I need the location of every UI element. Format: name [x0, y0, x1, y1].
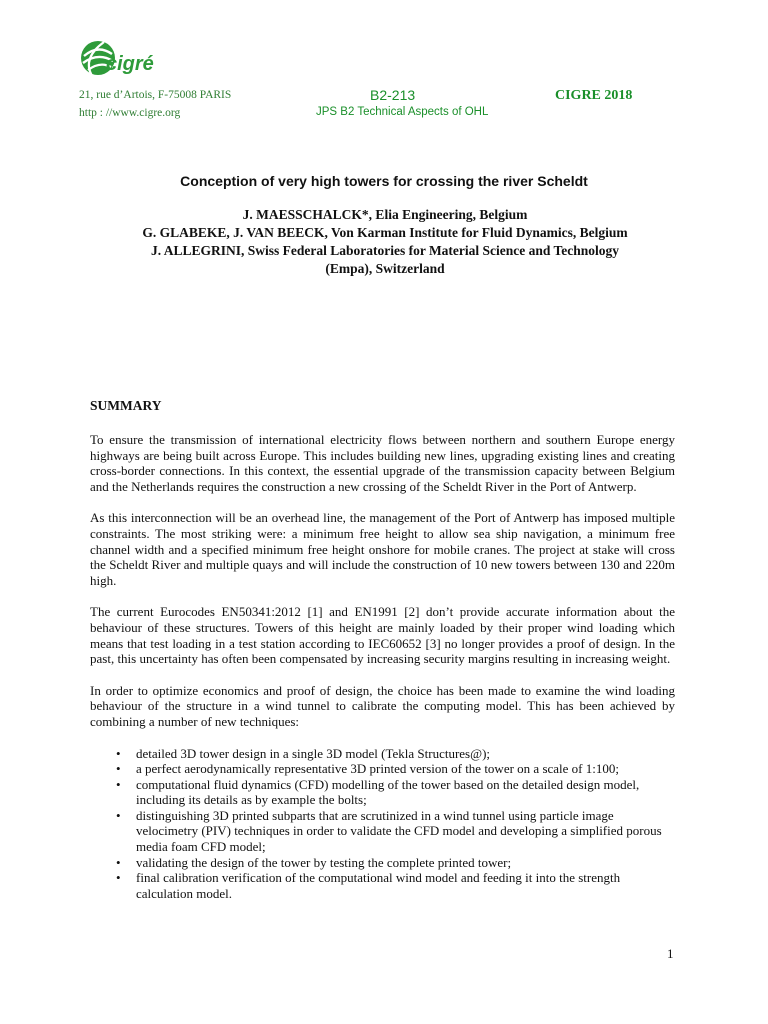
- page-number: 1: [667, 946, 674, 961]
- session-name: JPS B2 Technical Aspects of OHL: [316, 106, 489, 118]
- list-item: • detailed 3D tower design in a single 3D model (Tekla Structures@);: [90, 746, 675, 762]
- list-item: • distinguishing 3D printed subparts that are scrutinized in a wind tunnel using particle image velocimetry (PIV) techniques in order to validate the CFD model and developing a simplified porous media foam CFD model;: [90, 808, 675, 855]
- logo-wordmark: cigré: [106, 53, 154, 75]
- author-line: J. MAESSCHALCK*, Elia Engineering, Belgium: [242, 207, 528, 222]
- list-item: • validating the design of the tower by testing the complete printed tower;: [90, 855, 675, 871]
- technique-list: [90, 746, 675, 902]
- author-line: J. ALLEGRINI, Swiss Federal Laboratories for Material Science and Technology: [150, 243, 620, 258]
- paragraph: As this interconnection will be an overhead line, the management of the Port of Antwerp has imposed multiple constraints. The most striking were: a minimum free height to allow sea ship navigation, a minimum free channel width and a specified minimum free height onshore for mobile cranes. The project at stake will cross the Scheldt River and multiple quays and will include the construction of 10 new towers between 130 and 220m high.: [90, 510, 675, 588]
- summary-heading: SUMMARY: [90, 398, 162, 413]
- author-line: (Empa), Switzerland: [325, 261, 445, 276]
- list-item: • computational fluid dynamics (CFD) modelling of the tower based on the detailed design model, including its details as by example the bolts;: [90, 777, 675, 808]
- author-line: G. GLABEKE, J. VAN BEECK, Von Karman Institute for Fluid Dynamics, Belgium: [142, 225, 628, 240]
- paragraph: In order to optimize economics and proof of design, the choice has been made to examine the wind loading behaviour of the structure in a wind tunnel to calibrate the computing model. This has been achieved by combining a number of new techniques:: [90, 682, 675, 729]
- author-block: [60, 206, 710, 278]
- website-link[interactable]: http : //www.cigre.org: [79, 107, 181, 119]
- paragraph: To ensure the transmission of international electricity flows between northern and southern Europe energy highways are being built across Europe. This includes building new lines, upgrading existing lines and creating cross-border connections. In this context, the essential upgrade of the transmission capacity between Belgium and the Netherlands requires the construction a new crossing of the Scheldt River in the Port of Antwerp.: [90, 432, 675, 494]
- event-name: CIGRE 2018: [555, 88, 633, 103]
- paper-code: B2-213: [370, 87, 416, 103]
- summary-body: [90, 432, 675, 901]
- paper-title: Conception of very high towers for crossing the river Scheldt: [180, 173, 588, 189]
- list-item: • a perfect aerodynamically representative 3D printed version of the tower on a scale of 1:100;: [90, 761, 675, 777]
- address: 21, rue d’Artois, F-75008 PARIS: [79, 89, 232, 101]
- list-item: • final calibration verification of the computational wind model and feeding it into the strength calculation model.: [90, 870, 675, 901]
- cigre-logo: [74, 36, 170, 84]
- paragraph: The current Eurocodes EN50341:2012 [1] and EN1991 [2] don’t provide accurate information about the behaviour of these structures. Towers of this height are mainly loaded by their proper wind loading which means that test loading in a test station according to IEC60652 [3] no longer provides a proof of design. In the past, this uncertainty has often been compensated by increasing security margins resulting in increasing weight.: [90, 604, 675, 667]
